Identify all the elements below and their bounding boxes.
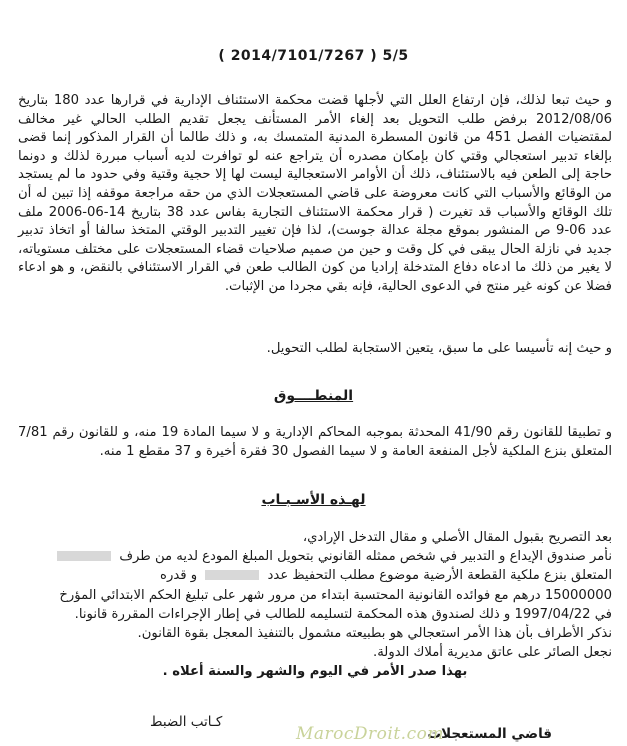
redacted-block xyxy=(57,551,111,561)
ruling-line: في 1997/04/22 و ذلك لصندوق هذه المحكمة لتسليمه للطالب في إطار الإجراءات المقررة قانونا. xyxy=(74,606,612,622)
watermark-logo: MarocDroit.com xyxy=(296,724,444,744)
reasons-title: لهـذه الأسـبـاب xyxy=(261,492,366,508)
ruling-line-text: و قدره xyxy=(160,568,198,584)
ruling-line-text: نأمر صندوق الإيداع و التدبير في شخص ممثله القانوني بتحويل المبلغ المودع لديه من طرف xyxy=(119,549,612,565)
closing-line: بهذا صدر الأمر في اليوم والشهر والسنة أعلاه . xyxy=(162,664,468,680)
ruling-line: نذكر الأطراف بأن هذا الأمر استعجالي هو بطبيعته مشمول بالتنفيذ المعجل بقوة القانون. xyxy=(137,626,612,642)
operative-title: المنطــــوق xyxy=(273,388,354,404)
ruling-line-text: المتعلق بنزع ملكية القطعة الأرضية موضوع مطلب التحفيظ عدد xyxy=(267,568,612,584)
ruling-line: بعد التصريح بقبول المقال الأصلي و مقال التدخل الإرادي، xyxy=(302,530,612,545)
operative-text: و تطبيقا للقانون رقم 41/90 المحدثة بموجبه المحاكم الإدارية و لا سيما المادة 19 منه، و للقانون رقم 7/81 المتعلق بنزع الملكية لأجل المنفعة العامة و لا سيما الفصول 30 فقرة أخيرة و 37 مقطع 1 منه. xyxy=(18,425,612,459)
ruling-line xyxy=(18,547,612,566)
ruling-list xyxy=(18,528,612,682)
reasoning-paragraph: و حيث تبعا لذلك، فإن ارتفاع العلل التي لأجلها قضت محكمة الاستئناف الإدارية في قرارها عدد 180 بتاريخ 2012/08/06 برفض طلب التحويل بعد إلغاء الأمر المستأنف يجعل تقديم الطلب الحالي غير مخالف لمقتضيات الفصل 451 من قانون المسطرة المدنية المتمسك به، و ذلك طالما أن القرار المذكور إنما قضى بإلغاء تدبير استعجالي وقتي كان بإمكان مصدره أن يتراجع عنه لو توافرت لديه أسباب مبررة لذلك و دونما حاجة إلى الطعن فيه بالاستئناف، ذلك أن الأوامر الاستعجالية ليست لها إلا حجية وقتية وفي حدود ما لم يستجد من الوقائع والأسباب التي كانت معروضة على قاضي المستعجلات الذي من حقه مراجعة موقفه إذا تبين له أن تلك الوقائع والأسباب قد تغيرت ( قرار محكمة الاستئناف التجارية بفاس عدد 38 بتاريخ 14-06-2006 ملف عدد 06-9 ص المنشور بموقع مجلة عدالة جوست)، لذا فإن تغيير التدبير الوقتي المتخذ سالفا أو اتخاذ تدبير جديد في نازلة الحال يبقى في كل وقت و حين من صميم صلاحيات قضاء المستعجلات على مختلف مستوياته، لا يغير من ذلك ما ادعاه دفاع المتدخلة إراديا من كون الطالب طعن في القرار الاستئنافي بالنقض، و هو ادعاء فضلا عن كونه غير منتج في الدعوى الحالية، فإنه بقي مجردا من الإثبات. xyxy=(18,93,612,294)
ruling-line xyxy=(18,566,612,585)
ruling-line: نجعل الصائر على عاتق مديرية أملاك الدولة. xyxy=(373,645,612,661)
redacted-block xyxy=(205,570,259,580)
ruling-line: 15000000 درهم مع فوائده القانونية المحتسبة ابتداء من مرور شهر على تبليغ الحكم الابتدائي المؤرخ xyxy=(59,587,612,603)
reasoning-conclusion: و حيث إنه تأسيسا على ما سبق، يتعين الاستجابة لطلب التحويل. xyxy=(266,341,612,356)
case-reference: ( 2014/7101/7267 ) 5/5 xyxy=(218,48,409,64)
clerk-signature-label: كـاتب الضبط xyxy=(150,714,223,730)
judge-signature-label: قاضي المستعجلات xyxy=(427,726,552,742)
